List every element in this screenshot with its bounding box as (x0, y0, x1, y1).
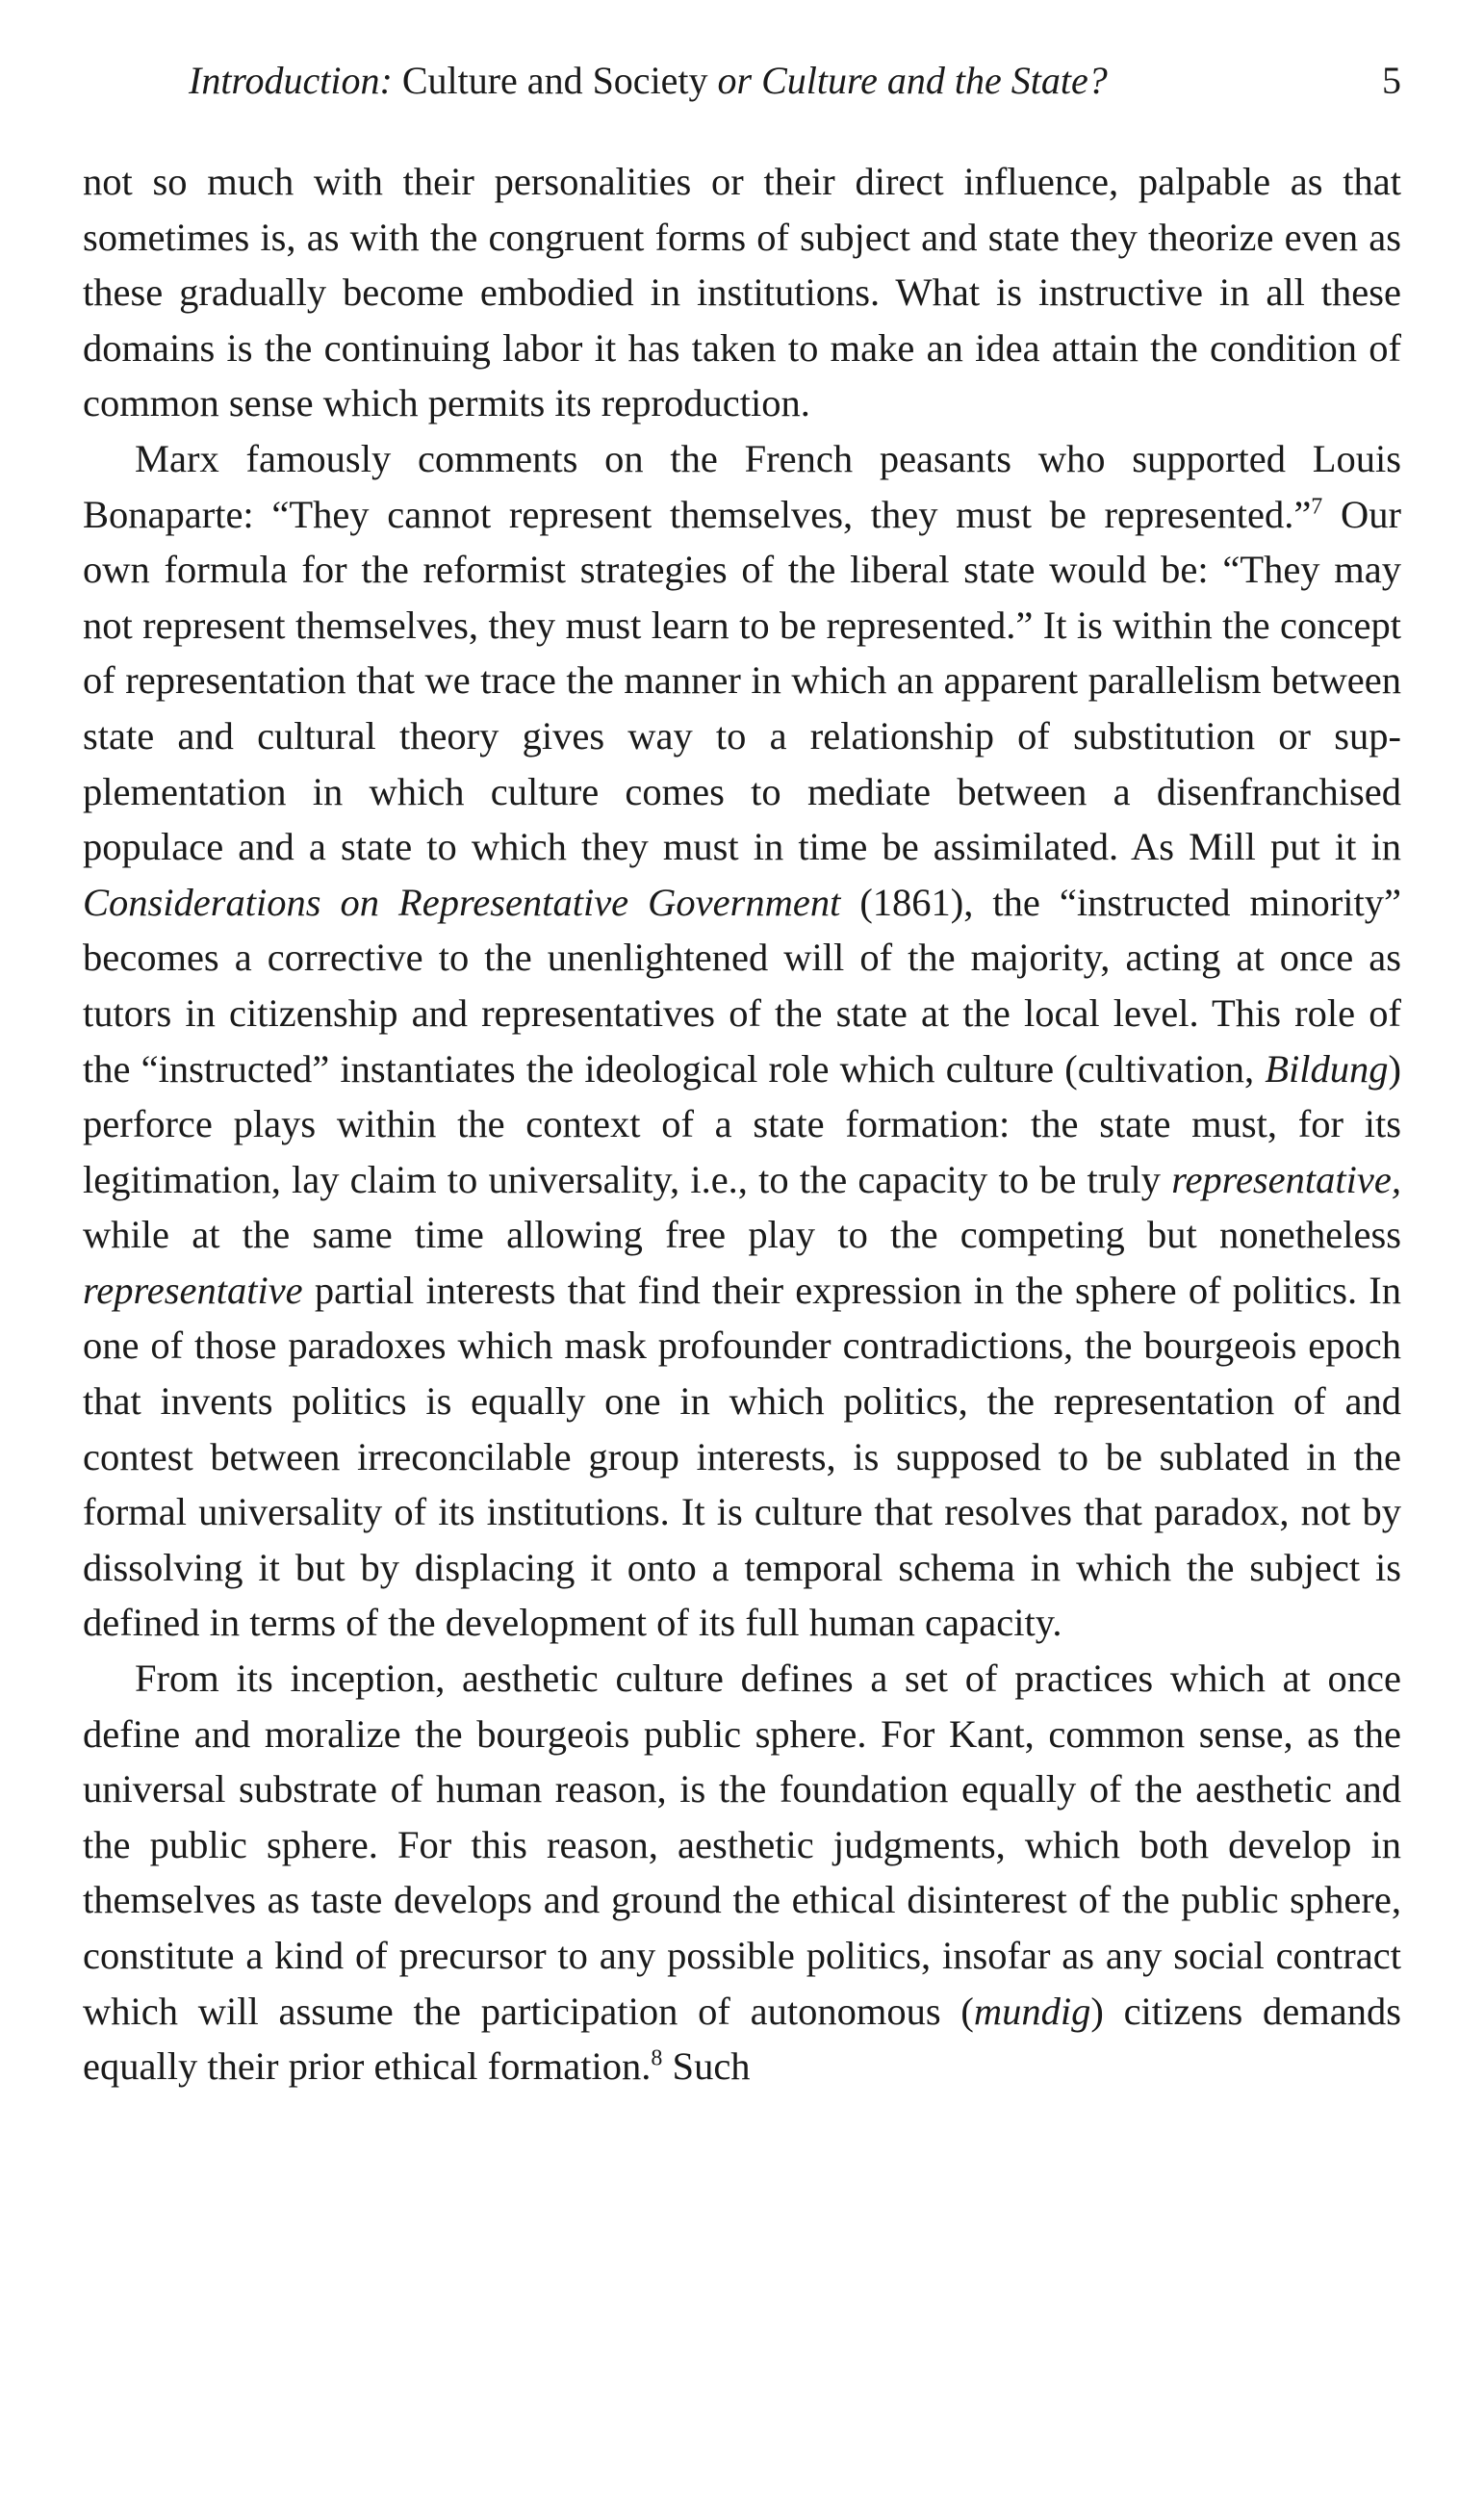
book-title-considerations: Considerations on Representative Government (83, 880, 841, 924)
running-head-title-part3: or Culture and the State? (717, 59, 1108, 102)
paragraph-3-text-a: From its inception, aesthetic culture defines a set of practices which at once define and moralize the bourgeois public sphere. For Kant, common sense, as the universal substrate of human reason, is the foundation equally of the aesthetic and the public sphere. For this reason, aesthetic judgments, which both develop in themselves as taste develops and ground the ethical disinterest of the public sphere, constitute a kind of precursor to any possible politics, insofar as any social contract which will assume the participation of autonomous ( (83, 1657, 1401, 2033)
paragraph-2-text-b: Our own formula for the reformist strategies of the liberal state would be: “They may not represent themselves, they must learn to be represented.” It is within the concept of representation that we trace the manner in which an apparent parallelism between state and cultural theory gives way to a relationship of substitution or supplementation in which culture comes to mediate between a disenfranchised populace and a state to which they must in time be assimilated. As Mill put it in (83, 492, 1401, 869)
running-head-title-part2: Culture and Society (392, 59, 718, 102)
emphasis-representative-2: representative (83, 1268, 303, 1312)
paragraph-3-text-c: Such (662, 2044, 751, 2089)
paragraph-3-text-b: ) citizens demands equally their prior ethical formation. (83, 1989, 1401, 2089)
paragraph-3 (83, 1651, 1401, 2094)
paragraph-2-text-d: ) perforce plays within the context of a state formation: the state must, for its legitimation, lay claim to universality, i.e., to the capacity to be truly (83, 1046, 1401, 1201)
paragraph-2 (83, 431, 1401, 1651)
footnote-ref-8: 8 (651, 2045, 663, 2071)
paragraph-2-text-a: Marx famously comments on the French peasants who supported Louis Bonaparte: “They cannot represent themselves, they must be represented.” (83, 436, 1401, 536)
paragraph-2-text-e: while at the same time allowing free play to the competing but nonetheless (83, 1213, 1401, 1257)
running-head-title (189, 50, 1108, 112)
emphasis-representative-1: representative, (1171, 1157, 1401, 1201)
paragraph-2-text-c: (1861), the “instructed minority” becomes a corrective to the unenlightened will of the majority, acting at once as tutors in citizenship and representatives of the state at the local level. This role of the “instructed” instantiates the ideological role which culture (cultivation, (83, 880, 1402, 1091)
paragraph-2-text-f: partial interests that find their expression in the sphere of politics. In one of those paradoxes which mask profounder contradictions, the bourgeois epoch that invents politics is equally one in which politics, the representation of and contest between irreconcilable group interests, is supposed to be sublated in the formal universality of its institutions. It is culture that resolves that paradox, not by dissolving it but by displacing it onto a temporal schema in which the subject is defined in terms of the development of its full human capacity. (83, 1268, 1401, 1645)
term-mundig: mundig (973, 1989, 1091, 2033)
body-text (83, 154, 1401, 2094)
page-number: 5 (1382, 59, 1401, 102)
footnote-ref-7: 7 (1311, 494, 1323, 520)
book-page (83, 50, 1401, 2094)
paragraph-1: not so much with their personalities or their direct influence, palpable as that sometimes is, as with the congruent forms of subject and state they theorize even as these gradually become embodied in institutions. What is instructive in all these domains is the continuing labor it has taken to make an idea attain the condition of common sense which permits its reproduction. (83, 160, 1401, 425)
running-head-title-part1: Introduction: (189, 59, 393, 102)
running-head (83, 50, 1401, 112)
term-bildung: Bildung (1265, 1046, 1389, 1091)
